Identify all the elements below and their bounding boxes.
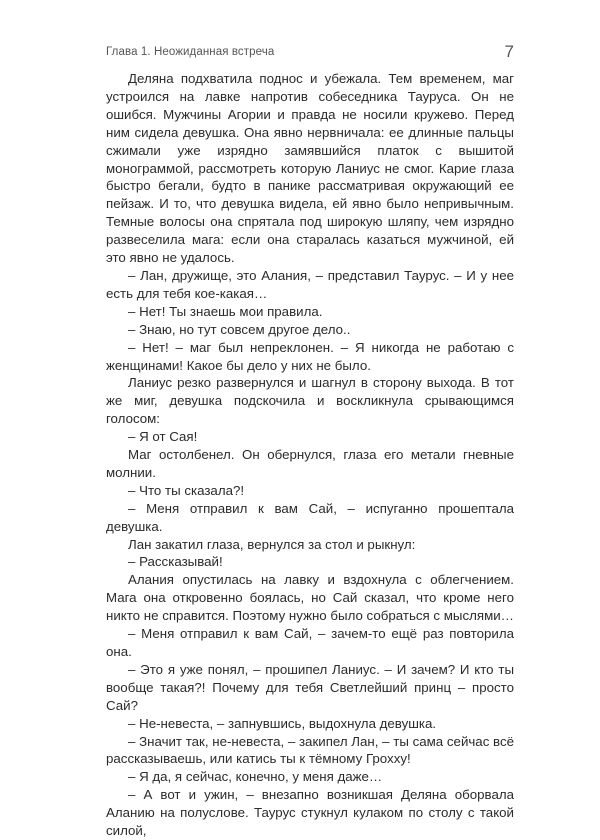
body-text (106, 70, 514, 840)
paragraph: – Это я уже понял, – прошипел Ланиус. – И зачем? И кто ты вообще такая?! Почему для тебя Светлейший принц – просто Сай? (106, 661, 514, 713)
paragraph: – Я да, я сейчас, конечно, у меня даже… (128, 769, 383, 785)
paragraph: Ланиус резко развернулся и шагнул в сторону выхода. В тот же миг, девушка подскочила и воскликнула срывающимся голосом: (106, 375, 514, 427)
paragraph: – А вот и ужин, – внезапно возникшая Деляна оборвала Аланию на полуслове. Таурус стукнул кулаком по столу с такой силой, (106, 787, 514, 839)
paragraph: Маг остолбенел. Он обернулся, глаза его метали гневные молнии. (106, 447, 514, 480)
paragraph: – Лан, дружище, это Алания, – представил Таурус. – И у нее есть для тебя кое-какая… (106, 267, 514, 301)
paragraph: – Нет! Ты знаешь мои правила. (128, 303, 323, 319)
paragraph: – Нет! – маг был непреклонен. – Я никогда не работаю с женщинами! Какое бы дело у них не было. (106, 339, 514, 373)
paragraph: – Рассказывай! (128, 554, 223, 570)
chapter-title: Глава 1. Неожиданная встреча (106, 46, 275, 58)
paragraph: – Значит так, не-невеста, – закипел Лан, – ты сама сейчас всё рассказываешь, или катись ты к тёмному Грохху! (106, 733, 514, 767)
paragraph: Деляна подхватила поднос и убежала. Тем временем, маг устроился на лавке напротив собеседника Тауруса. Он не ошибся. Мужчины Агории и правда не носили кружево. Перед ним сидела девушка. Она явно нервничала: ее длинные пальцы сжимали уже изрядно замявшийся платок с вышитой монограммой, рассмотреть которую Ланиус не смог. Карие глаза быстро бегали, будто в панике рассматривая окружающий ее пейзаж. И то, что девушка видела, ей явно было непривычным. Темные волосы она спрятала под широкую шляпу, чем изрядно развеселила мага: если она старалась казаться мужчиной, ей это явно не удалось. (106, 71, 514, 266)
running-head (106, 42, 514, 62)
paragraph: – Что ты сказала?! (128, 482, 245, 498)
paragraph: Алания опустилась на лавку и вздохнула с облегчением. Мага она откровенно боялась, но Сай сказал, что кроме него никто не справится. Поэтому нужно было собраться с мыслями… (106, 572, 514, 624)
paragraph: – Я от Сая! (128, 429, 198, 445)
paragraph: – Меня отправил к вам Сай, – испуганно прошептала девушка. (106, 500, 514, 534)
paragraph: – Знаю, но тут совсем другое дело.. (128, 321, 351, 337)
paragraph: – Не-невеста, – запнувшись, выдохнула девушка. (128, 715, 437, 731)
paragraph: – Меня отправил к вам Сай, – зачем-то ещё раз повторила она. (106, 626, 514, 659)
page-number: 7 (504, 42, 514, 61)
paragraph: Лан закатил глаза, вернулся за стол и рыкнул: (128, 536, 416, 552)
